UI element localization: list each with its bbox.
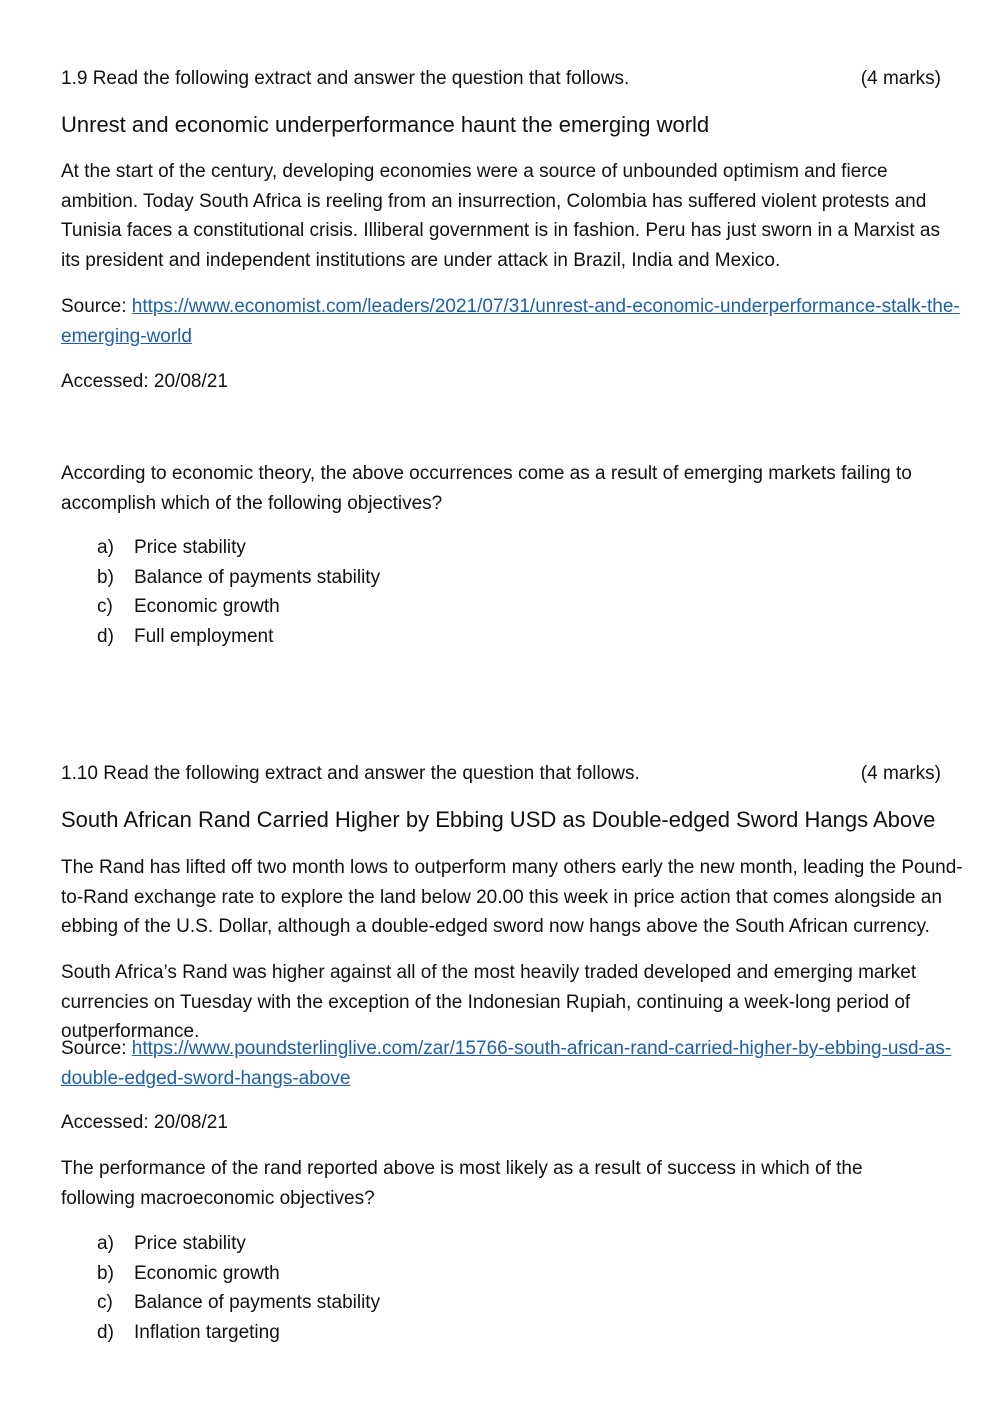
extract-1-9-title: Unrest and economic underperformance haunt the emerging world <box>61 112 710 137</box>
extract-1-9-text: At the start of the century, developing economies were a source of unbounded optimism and fierce ambition. Today South Africa is reeling from an insurrection, Colombia has suffered violent protests and Tunisia faces a constitutional crisis. Illiberal government is in fashion. Peru has just sworn in a Marxist as its president and independent institutions are under attack in Brazil, India and Mexico. <box>61 161 940 271</box>
source-label: Source: <box>61 296 132 317</box>
source-label: Source: <box>61 1038 132 1059</box>
extract-1-10-source <box>61 1034 979 1093</box>
question-1-9-header <box>61 67 941 91</box>
question-1-9-marks: (4 marks) <box>860 68 941 89</box>
question-1-9-options <box>97 533 380 651</box>
question-1-9-prompt: According to economic theory, the above occurrences come as a result of emerging markets failing to accomplish which of the following objectives? <box>61 463 912 514</box>
question-1-10-marks: (4 marks) <box>860 763 941 784</box>
extract-1-9-source <box>61 292 979 351</box>
option-a: a) Price stability <box>97 1233 246 1254</box>
document-page <box>61 0 975 1408</box>
extract-1-10-title: South African Rand Carried Higher by Ebbing USD as Double-edged Sword Hangs Above <box>61 807 936 832</box>
option-c: c) Economic growth <box>97 596 280 618</box>
question-1-9-instruction: 1.9 Read the following extract and answer the question that follows. <box>61 68 630 89</box>
option-a: a) Price stability <box>97 537 246 558</box>
question-1-10-prompt: The performance of the rand reported above is most likely as a result of success in which of the following macroeconomic objectives? <box>61 1158 863 1209</box>
source-link-poundsterlinglive[interactable]: https://www.poundsterlinglive.com/zar/15766-south-african-rand-carried-higher-by-ebbing-usd-as- double-edged-sword-hangs-above <box>61 1038 952 1089</box>
extract-1-10-paragraph-1: The Rand has lifted off two month lows to outperform many others early the new month, leading the Pound-to-Rand exchange rate to explore the land below 20.00 this week in price action that comes alongside an ebbing of the U.S. Dollar, although a double-edged sword now hangs above the South African currency. <box>61 857 963 938</box>
source-link-economist[interactable]: https://www.economist.com/leaders/2021/07/31/unrest-and-economic-underperformance-stalk-the- emerging-world <box>61 296 960 347</box>
option-d: d) Inflation targeting <box>97 1321 280 1343</box>
question-1-10-instruction: 1.10 Read the following extract and answer the question that follows. <box>61 763 640 784</box>
question-1-10-options <box>97 1229 380 1347</box>
extract-1-10-accessed: Accessed: 20/08/21 <box>61 1112 228 1133</box>
extract-1-9-accessed: Accessed: 20/08/21 <box>61 371 228 392</box>
option-c: c) Balance of payments stability <box>97 1292 381 1314</box>
option-b: b) Economic growth <box>97 1262 280 1284</box>
extract-1-10-paragraph-2: South Africa’s Rand was higher against all of the most heavily traded developed and emerging market currencies on Tuesday with the exception of the Indonesian Rupiah, continuing a week-long period of outperformance. <box>61 962 917 1043</box>
option-d: d) Full employment <box>97 625 274 647</box>
question-1-10-header <box>61 762 941 786</box>
option-b: b) Balance of payments stability <box>97 566 381 588</box>
